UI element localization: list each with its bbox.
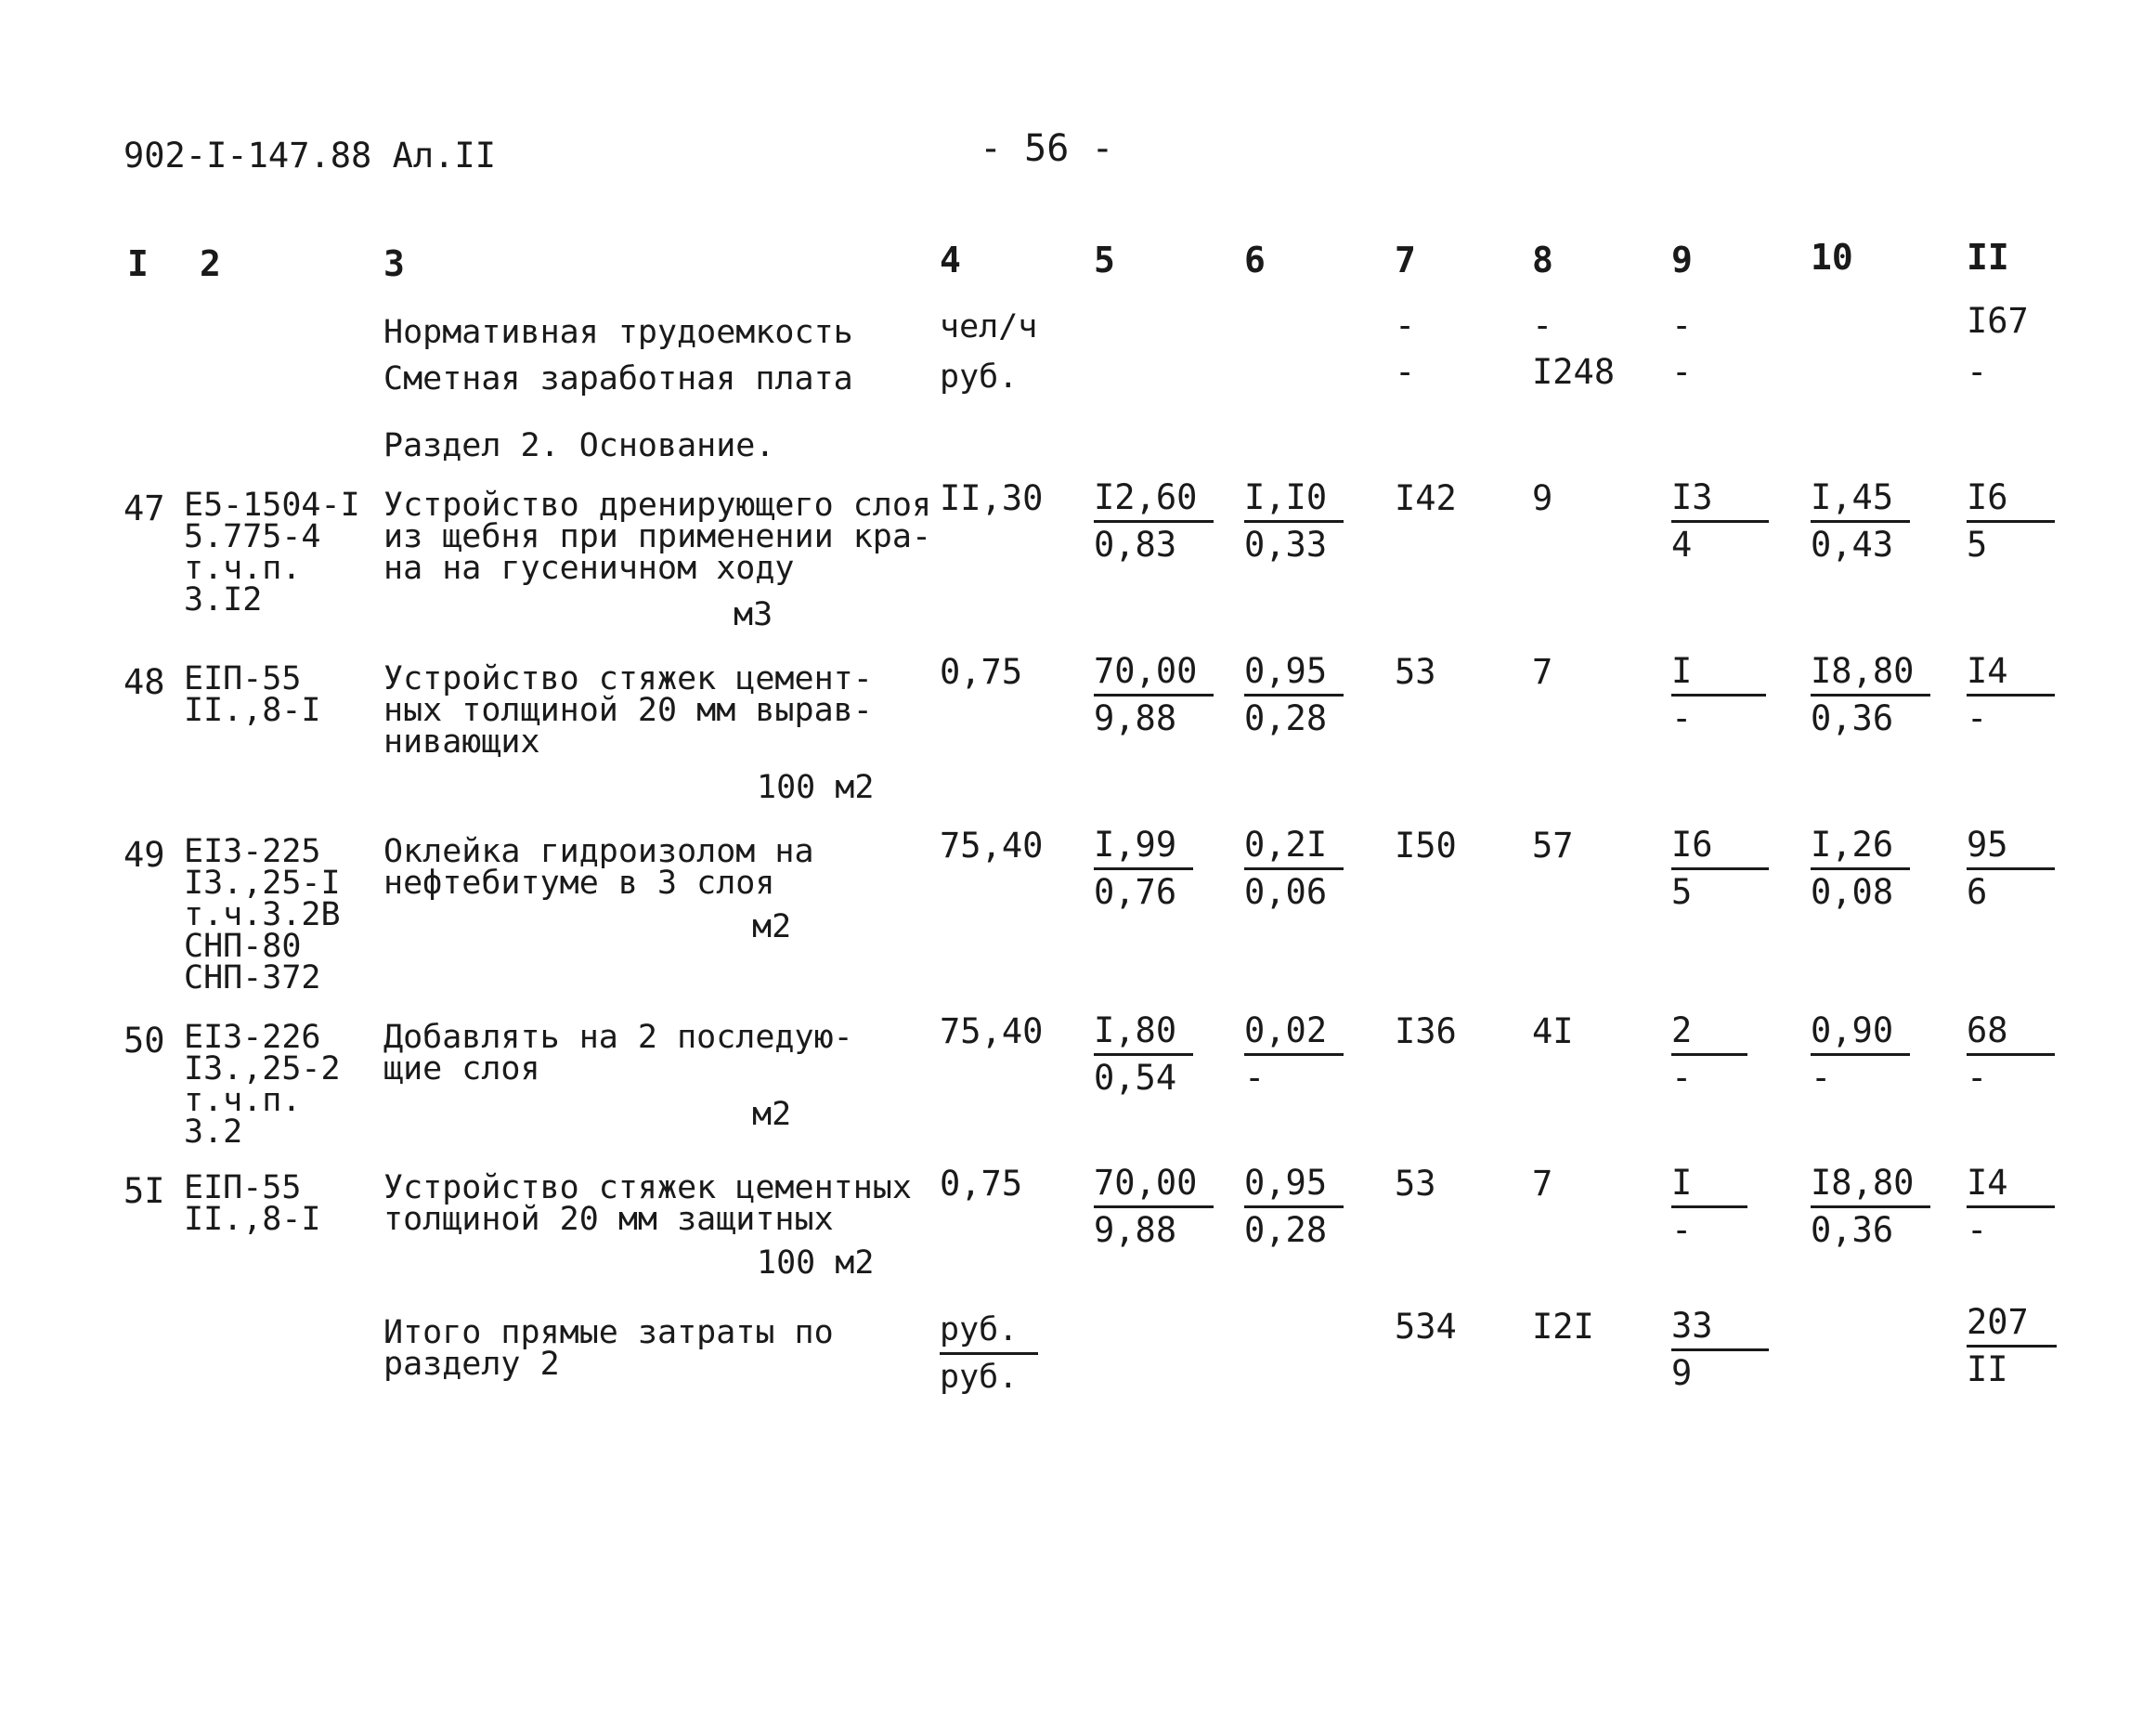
row-number: 49 (123, 835, 165, 875)
document-code: 902-I-147.88 Ал.II (123, 136, 496, 176)
row-c11: I4 - (1967, 1161, 2055, 1253)
row-c9: $\frac{I6}{5}$ (1671, 823, 1769, 915)
column-header-4: 4 (940, 240, 961, 280)
intro-c11: - (1967, 352, 1988, 392)
row-c9: I - (1671, 1161, 1747, 1253)
row-c8: 9 (1532, 478, 1553, 518)
row-c11: $\frac{I6}{5}$ (1967, 475, 2055, 567)
row-c10: $\frac{I,45}{0,43}$ (1811, 475, 1910, 567)
intro-c11: I67 (1967, 301, 2029, 341)
row-measure: 100 м2 (757, 1244, 875, 1282)
row-c4: 0,75 (940, 1164, 1023, 1204)
row-c6: $\frac{0,95}{0,28}$ (1244, 649, 1344, 741)
column-header-9: 9 (1671, 240, 1693, 280)
row-c7: I36 (1395, 1011, 1457, 1051)
intro-unit: руб. (940, 358, 1019, 396)
row-c5: $\frac{70,00}{9,88}$ (1094, 649, 1214, 741)
column-header-10: 10 (1811, 237, 1853, 278)
row-number: 5I (123, 1171, 165, 1211)
row-c11: 68 - (1967, 1009, 2055, 1100)
total-description: Итого прямые затраты по разделу 2 (383, 1314, 834, 1383)
row-c5: $\frac{I,80}{0,54}$ (1094, 1009, 1193, 1100)
total-c9: $\frac{33}{9}$ (1671, 1304, 1769, 1396)
row-measure: м3 (734, 596, 773, 633)
row-c7: 53 (1395, 652, 1436, 692)
row-c10: $\frac{I,26}{0,08}$ (1811, 823, 1910, 915)
total-c11: $\frac{207}{II}$ (1967, 1300, 2057, 1392)
total-c7: 534 (1395, 1307, 1457, 1347)
row-c6: $\frac{0,2I}{0,06}$ (1244, 823, 1344, 915)
intro-desc: Нормативная трудоемкость (383, 314, 853, 351)
column-header-1: I (127, 243, 149, 284)
page-number: - 56 - (980, 127, 1114, 170)
column-header-5: 5 (1094, 240, 1115, 280)
row-measure: 100 м2 (757, 769, 875, 806)
row-code: ЕI3-225 I3.,25-I т.ч.3.2В СНП-80 СНП-372 (184, 833, 341, 996)
row-c7: I42 (1395, 478, 1457, 518)
intro-c7: - (1395, 306, 1416, 345)
intro-desc: Сметная заработная плата (383, 360, 853, 397)
intro-c8: I248 (1532, 352, 1616, 392)
row-c6: $\frac{0,95}{0,28}$ (1244, 1161, 1344, 1253)
row-code: ЕIП-55 II.,8-I (184, 660, 321, 729)
total-unit: руб. руб. (940, 1308, 1038, 1400)
column-header-6: 6 (1244, 240, 1266, 280)
row-c8: 7 (1532, 1164, 1553, 1204)
row-c9: I - (1671, 649, 1766, 741)
row-c4: II,30 (940, 478, 1044, 518)
row-measure: м2 (752, 908, 792, 945)
row-c8: 4I (1532, 1011, 1574, 1051)
row-code: Е5-1504-I 5.775-4 т.ч.п. 3.I2 (184, 487, 360, 619)
row-c8: 7 (1532, 652, 1553, 692)
row-c6: $\frac{I,I0}{0,33}$ (1244, 475, 1344, 567)
row-c4: 75,40 (940, 1011, 1044, 1051)
row-c8: 57 (1532, 826, 1574, 866)
row-description: Добавлять на 2 последую- щие слоя (383, 1019, 853, 1087)
column-header-2: 2 (200, 243, 221, 284)
row-c10: $\frac{I8,80}{0,36}$ (1811, 649, 1930, 741)
column-header-11: II (1967, 237, 2009, 278)
row-c5: $\frac{I,99}{0,76}$ (1094, 823, 1193, 915)
row-number: 47 (123, 488, 165, 528)
section-title: Раздел 2. Основание. (383, 427, 775, 464)
row-description: Оклейка гидроизолом на нефтебитуме в 3 слоя (383, 833, 814, 902)
row-c6: 0,02 - (1244, 1009, 1344, 1100)
row-c5: $\frac{I2,60}{0,83}$ (1094, 475, 1214, 567)
column-header-8: 8 (1532, 240, 1553, 280)
row-c5: $\frac{70,00}{9,88}$ (1094, 1161, 1214, 1253)
intro-c9: - (1671, 352, 1693, 392)
row-c11: $\frac{95}{6}$ (1967, 823, 2055, 915)
row-code: ЕIП-55 II.,8-I (184, 1169, 321, 1238)
row-c10: 0,90 - (1811, 1009, 1910, 1100)
row-code: ЕI3-226 I3.,25-2 т.ч.п. 3.2 (184, 1019, 341, 1151)
row-number: 48 (123, 662, 165, 702)
row-c7: 53 (1395, 1164, 1436, 1204)
column-header-3: 3 (383, 243, 405, 284)
row-c11: I4 - (1967, 649, 2055, 741)
row-number: 50 (123, 1021, 165, 1061)
row-c10: $\frac{I8,80}{0,36}$ (1811, 1161, 1930, 1253)
row-description: Устройство дренирующего слоя из щебня при применении кра- на на гусеничном ходу (383, 487, 932, 587)
column-header-7: 7 (1395, 240, 1416, 280)
intro-c7: - (1395, 352, 1416, 392)
row-c7: I50 (1395, 826, 1457, 866)
intro-c8: - (1532, 306, 1553, 345)
row-c4: 75,40 (940, 826, 1044, 866)
row-c9: 2 - (1671, 1009, 1747, 1100)
row-measure: м2 (752, 1096, 792, 1133)
intro-c9: - (1671, 306, 1693, 345)
row-c9: $\frac{I3}{4}$ (1671, 475, 1769, 567)
row-c4: 0,75 (940, 652, 1023, 692)
row-description: Устройство стяжек цементных толщиной 20 мм защитных (383, 1169, 912, 1238)
total-c8: I2I (1532, 1307, 1594, 1347)
row-description: Устройство стяжек цемент- ных толщиной 20 мм вырав- нивающих (383, 660, 873, 761)
intro-unit: чел/ч (940, 308, 1038, 345)
